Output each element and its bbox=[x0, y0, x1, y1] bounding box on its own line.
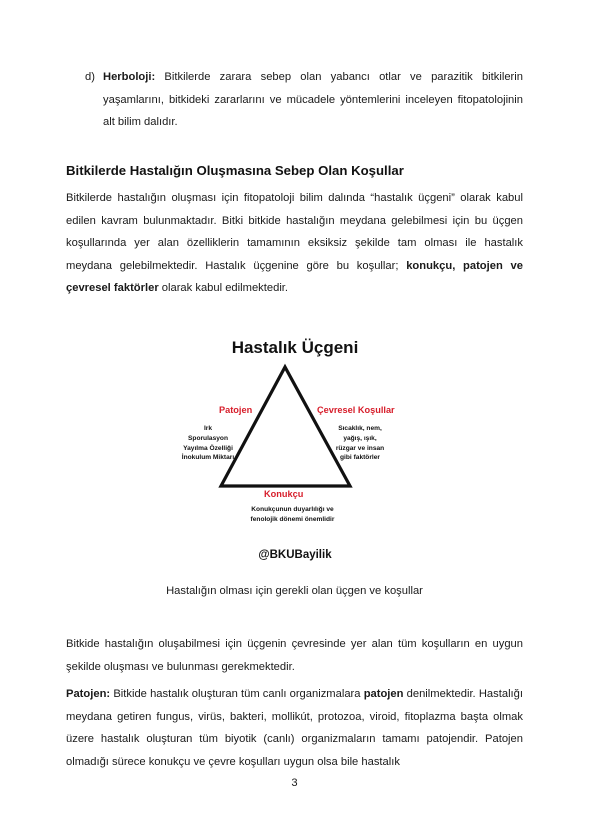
paragraph-text: denilmektedir. Hastalığı meydana getiren fungus, virüs, bakteri, mollikút, protozoa, viroid, fitoplazma başta olmak üzere hastalık oluşturan tüm biyotik (canlı) organizmaların tamamı patojendir. Patojen olmadığı sürece konukçu ve çevre koşulları uygun olsa bile hastalık bbox=[66, 688, 523, 768]
cevresel-factor: rüzgar ve insan bbox=[335, 444, 385, 452]
paragraph-text: Bitkide hastalık oluşturan tüm canlı organizmalara bbox=[110, 688, 364, 700]
patojen-factor: Irk bbox=[203, 425, 213, 432]
cevresel-factor: Sıcaklık, nem, bbox=[338, 425, 382, 432]
figure-title: Hastalık Üçgeni bbox=[231, 338, 359, 357]
figure-caption: Hastalığın olması için gerekli olan üçgen ve koşullar bbox=[166, 585, 423, 597]
cevresel-kosullar-label: Çevresel Koşullar bbox=[317, 405, 395, 415]
term-herboloji: Herboloji: bbox=[103, 71, 156, 83]
konukcu-factor: fenolojik dönemi önemlidir bbox=[250, 515, 335, 523]
term-patojen: Patojen: bbox=[66, 688, 111, 700]
list-marker: d) bbox=[85, 71, 95, 83]
paragraph-bold: konukçu, patojen ve çevresel faktörler bbox=[66, 259, 523, 295]
konukcu-factor: Konukçunun duyarlılığı ve bbox=[251, 506, 334, 513]
paragraph-tail: olarak kabul edilmektedir. bbox=[158, 282, 289, 295]
social-handle: @BKUBayilik bbox=[258, 549, 332, 561]
list-item-body bbox=[103, 66, 523, 134]
herboloji-definition: Bitkilerde zarara sebep olan yabancı otlar ve parazitik bitkilerin yaşamlarını, bitkideki zararlarını ve mücadele yöntemlerini inceleyen fitopatolojinin alt bilim dalıdır. bbox=[103, 71, 523, 128]
paragraph-text: Bitkilerde hastalığın oluşması için fitopatoloji bilim dalında “hastalık üçgeni” olarak kabul edilen kavram bulunmaktadır. Bitki bitkide hastalığın meydana gelebilmesi için bu üçgen koşullarında yer alan özelliklerin tamamının eksiksiz şekilde tam olması ile hastalık meydana gelebilmektedir. Hastalık üçgenine göre bu koşullar; bbox=[66, 192, 523, 272]
konukcu-factors bbox=[225, 505, 360, 525]
cevresel-factors bbox=[325, 424, 395, 463]
patojen-factor: Yayılma Özelliği bbox=[183, 444, 233, 452]
list-item-herboloji bbox=[85, 66, 523, 134]
paragraph-kosullar: Bitkide hastalığın oluşabilmesi için üçgenin çevresinde yer alan tüm koşulların en uygun şekilde oluşması ve bulunması gerekmektedir. bbox=[66, 638, 523, 673]
patojen-factor: İnokulum Miktarı bbox=[181, 454, 235, 462]
cevresel-factor: gibi faktörler bbox=[340, 454, 380, 462]
patojen-factor: Sporulasyon bbox=[188, 434, 228, 442]
konukcu-label: Konukçu bbox=[264, 489, 304, 499]
paragraph-patojen bbox=[66, 683, 523, 773]
page-number: 3 bbox=[291, 777, 298, 789]
cevresel-factor: yağış, ışık, bbox=[343, 434, 377, 442]
patojen-factors bbox=[162, 424, 254, 463]
patojen-label: Patojen bbox=[219, 405, 253, 415]
paragraph-hastalik-ucgeni-intro bbox=[66, 187, 523, 300]
section-heading: Bitkilerde Hastalığın Oluşmasına Sebep Olan Koşullar bbox=[66, 163, 404, 178]
disease-triangle-figure bbox=[160, 330, 430, 575]
paragraph-bold: patojen bbox=[363, 688, 404, 700]
